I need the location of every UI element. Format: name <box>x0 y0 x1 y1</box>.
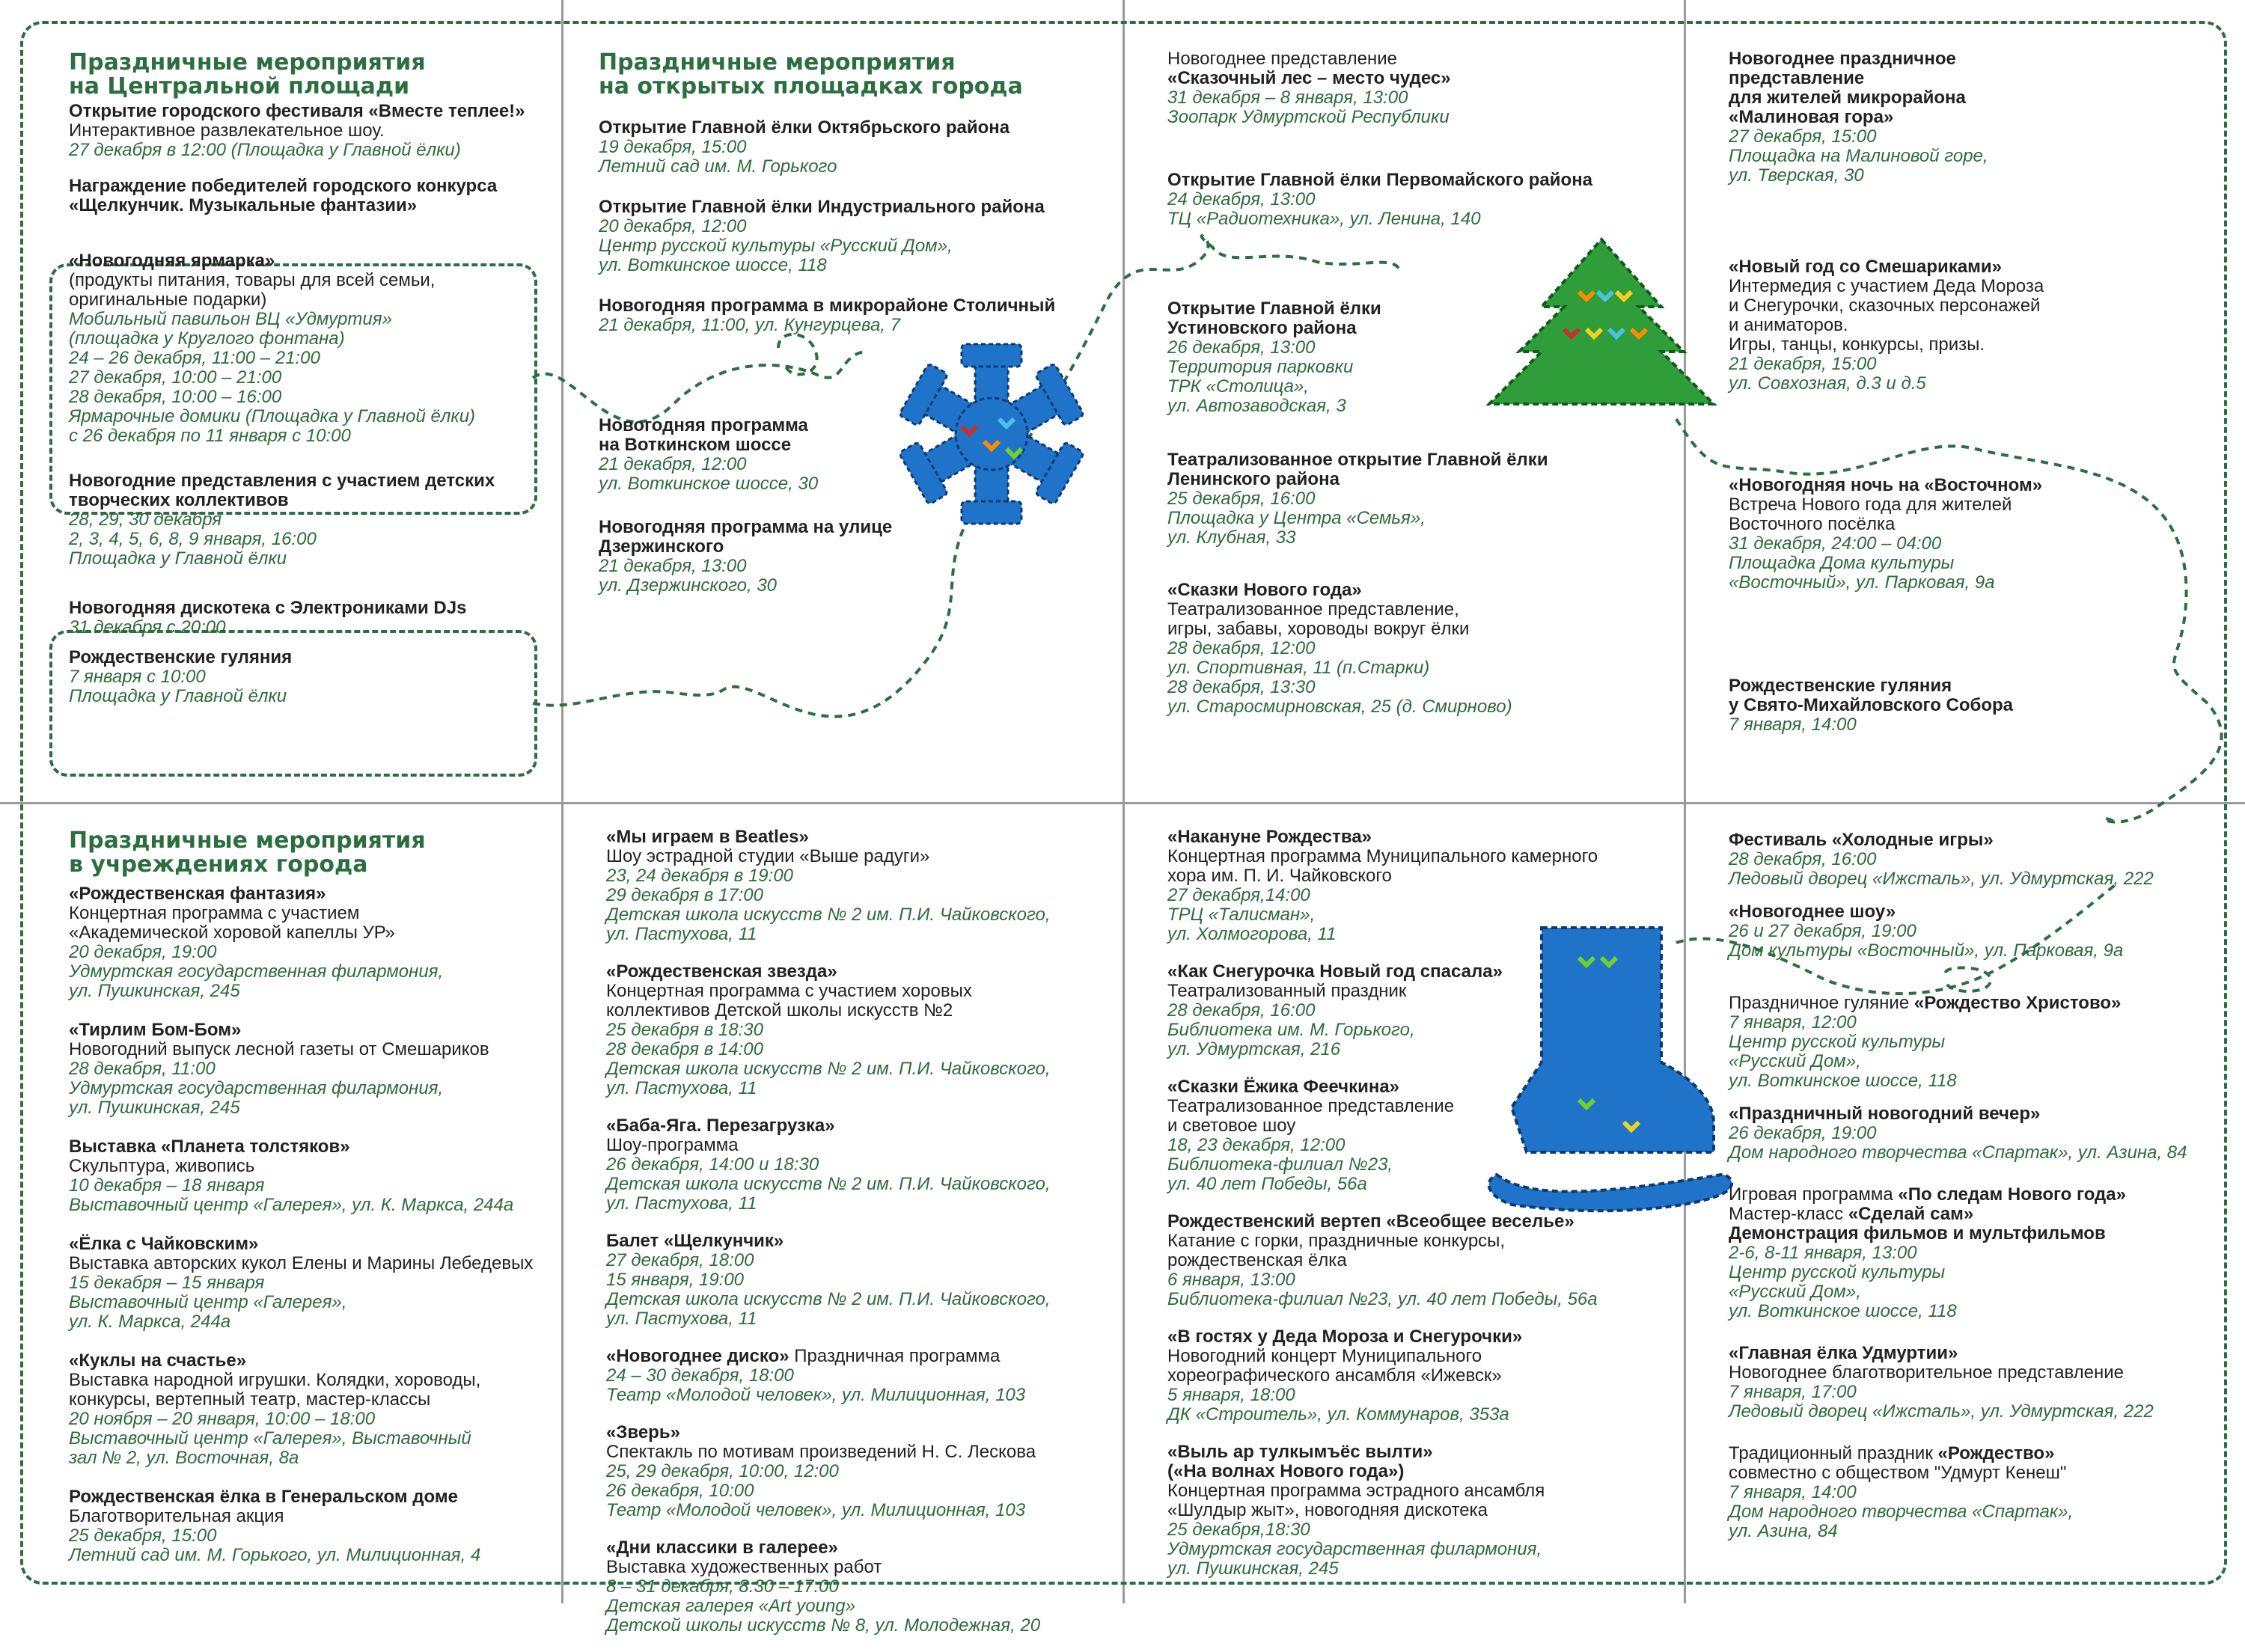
panel-festivals <box>1729 830 2223 1558</box>
event-info: Дом культуры «Восточный», ул. Парковая, 9а <box>1729 940 2124 961</box>
event-info: Детская школа искусств № 2 им. П.И. Чайковского, <box>606 1174 1051 1194</box>
event-info: ТРЦ «Талисман», <box>1167 905 1316 925</box>
event-desc: и аниматоров. <box>1729 315 1848 335</box>
event-name: Новогодняя программа <box>599 415 808 435</box>
event-info: «Русский Дом», <box>1729 1051 1861 1071</box>
event-item <box>606 1538 1115 1636</box>
event-desc: коллективов Детской школы искусств №2 <box>606 1000 953 1021</box>
event-info: 25 декабря, 16:00 <box>1167 489 1316 509</box>
event-name: Дзержинского <box>599 536 724 557</box>
panel-libraries-concerts <box>1167 827 1676 1595</box>
event-name: («На волнах Нового года») <box>1167 1461 1405 1481</box>
event-name: «Новогодняя ярмарка» <box>69 251 275 271</box>
event-item <box>1729 902 2223 961</box>
event-info: Библиотека им. М. Горького, <box>1167 1020 1415 1040</box>
event-desc: Шоу эстрадной студии «Выше радуги» <box>606 846 930 866</box>
section-title: Праздничные мероприятия <box>69 49 426 76</box>
event-info: Выставочный центр «Галерея», <box>69 1292 347 1312</box>
event-name: Балет «Щелкунчик» <box>606 1231 784 1251</box>
event-item <box>1167 171 1661 229</box>
event-info: Площадка Дома культуры <box>1729 553 1955 573</box>
panel-institutions <box>69 829 563 1582</box>
event-info: ул. Пушкинская, 245 <box>1167 1558 1339 1579</box>
event-desc: и световое шоу <box>1167 1116 1296 1136</box>
event-name: «Рождество Христово» <box>1913 993 2122 1013</box>
event-desc: Катание с горки, праздничные конкурсы, <box>1167 1231 1506 1251</box>
event-name-line <box>1729 1444 2223 1463</box>
event-info: ул. Холмогорова, 11 <box>1167 924 1337 944</box>
event-desc: игры, забавы, хороводы вокруг ёлки <box>1167 619 1470 639</box>
event-desc: Концертная программа с участием <box>69 903 360 923</box>
event-info: ул. Пастухова, 11 <box>606 1078 757 1098</box>
event-info: 24 декабря, 13:00 <box>1167 189 1316 209</box>
event-info: ул. Воткинское шоссе, 118 <box>1729 1301 1957 1321</box>
event-info: Ледовый дворец «Ижсталь», ул. Удмуртская, 222 <box>1729 869 2154 889</box>
event-desc: Игры, танцы, конкурсы, призы. <box>1729 334 1985 355</box>
event-name: «Главная ёлка Удмуртии» <box>1729 1343 1958 1363</box>
event-item <box>1729 1444 2223 1541</box>
event-name: Ленинского района <box>1167 469 1340 489</box>
event-item <box>606 1347 1115 1405</box>
event-info: с 26 декабря по 11 января с 10:00 <box>69 426 351 446</box>
event-info: 28 декабря, 16:00 <box>1167 1000 1316 1021</box>
event-name: «Новый год со Смешариками» <box>1729 257 2003 277</box>
event-info: «Восточный», ул. Парковая, 9а <box>1729 572 1995 593</box>
event-desc: Спектакль по мотивам произведений Н. С. Лескова <box>606 1442 1036 1462</box>
event-info: ул. Воткинское шоссе, 118 <box>599 255 827 275</box>
section-subtitle: в учреждениях города <box>69 851 368 878</box>
event-item <box>1729 830 2223 889</box>
event-item <box>599 416 1093 494</box>
event-item <box>1729 1344 2223 1422</box>
event-info: 26 декабря, 13:00 <box>1167 337 1316 358</box>
event-info: Театр «Молодой человек», ул. Милиционная, 103 <box>606 1385 1026 1405</box>
event-item <box>69 884 563 1001</box>
event-name: Устиновского района <box>1167 318 1357 338</box>
event-item <box>599 296 1093 335</box>
event-info: Мобильный павильон ВЦ «Удмуртия» <box>69 309 392 329</box>
section-subtitle: на Центральной площади <box>69 73 410 100</box>
section-title: Праздничные мероприятия <box>69 827 426 854</box>
event-desc: Выставка художественных работ <box>606 1557 882 1577</box>
event-name: «Рождественская звезда» <box>606 961 837 982</box>
event-name: Открытие городского фестиваля «Вместе теплее!» <box>69 101 525 121</box>
event-info: 28 декабря, 16:00 <box>1729 849 1877 869</box>
event-desc: совместно с обществом "Удмурт Кенеш" <box>1729 1463 2067 1483</box>
event-desc: рождественская ёлка <box>1167 1250 1347 1270</box>
event-info: 31 декабря с 20:00 <box>69 617 226 637</box>
event-info: Дом народного творчества «Спартак», <box>1729 1502 2074 1522</box>
event-name: «Накануне Рождества» <box>1167 827 1372 847</box>
event-info: 25 декабря,18:30 <box>1167 1520 1310 1540</box>
event-christmas <box>69 648 533 706</box>
event-item <box>1729 476 2208 593</box>
event-info: 21 декабря, 15:00 <box>1729 354 1877 374</box>
event-info: Детская школа искусств № 2 им. П.И. Чайковского, <box>606 1059 1051 1079</box>
event-info: ул. Пушкинская, 245 <box>69 981 240 1001</box>
event-item <box>69 1137 563 1215</box>
event-info: 19 декабря, 15:00 <box>599 137 747 157</box>
event-info: ул. Воткинское шоссе, 30 <box>599 474 819 494</box>
event-info: Центр русской культуры «Русский Дом», <box>599 236 953 256</box>
event-name: Новогодние представления с участием детских творческих коллективов <box>69 471 495 510</box>
event-name: для жителей микрорайона <box>1729 88 1966 108</box>
event-festival <box>69 102 533 160</box>
event-info: 5 января, 18:00 <box>1167 1385 1295 1405</box>
event-name: Демонстрация фильмов и мультфильмов <box>1729 1223 2106 1243</box>
event-name: «Сказки Нового года» <box>1167 580 1362 600</box>
event-info: 24 – 26 декабря, 11:00 – 21:00 <box>69 348 320 368</box>
event-item <box>1167 581 1661 717</box>
event-name: «Новогоднее шоу» <box>1729 902 1896 922</box>
event-prefix: Новогоднее представление <box>1167 49 1397 69</box>
event-info: 26 декабря, 19:00 <box>1729 1123 1877 1143</box>
event-info: Детская школа искусств № 2 им. П.И. Чайковского, <box>606 1289 1051 1309</box>
event-name: Новогодняя программа в микрорайоне Столичный <box>599 296 1056 316</box>
event-item <box>1167 49 1661 127</box>
event-info: 10 декабря – 18 января <box>69 1175 265 1196</box>
event-item <box>1167 1212 1676 1309</box>
event-info: ул. Совхозная, д.3 и д.5 <box>1729 373 1926 394</box>
event-item <box>69 1351 563 1468</box>
event-desc: хора им. П. И. Чайковского <box>1167 866 1392 886</box>
event-prefix: Мастер-класс <box>1729 1204 1848 1224</box>
event-name: Открытие Главной ёлки Первомайского района <box>1167 170 1593 190</box>
event-desc: (продукты питания, товары для всей семьи, <box>69 270 436 290</box>
event-info: 8 – 31 декабря, 8:30 – 17:00 <box>606 1576 839 1597</box>
event-item <box>1729 1104 2223 1163</box>
event-info: 25, 29 декабря, 10:00, 12:00 <box>606 1461 839 1481</box>
event-item <box>1729 49 2208 186</box>
event-name: «В гостях у Деда Мороза и Снегурочки» <box>1167 1327 1523 1347</box>
event-info: 26 и 27 декабря, 19:00 <box>1729 921 1916 941</box>
event-desc: Театрализованный праздник <box>1167 981 1407 1001</box>
event-name: Открытие Главной ёлки <box>1167 299 1381 319</box>
event-name: Новогодняя дискотека с Электрониками DJs <box>69 598 467 618</box>
event-desc: Театрализованное представление <box>1167 1096 1455 1116</box>
event-disco <box>69 599 533 637</box>
event-info: 28 декабря, 11:00 <box>69 1059 216 1079</box>
event-info: Летний сад им. М. Горького <box>599 156 837 177</box>
event-desc: Новогодний концерт Муниципального <box>1167 1346 1482 1366</box>
event-name: «Праздничный новогодний вечер» <box>1729 1104 2041 1124</box>
event-item <box>1729 676 2208 735</box>
event-info: 6 января, 13:00 <box>1167 1270 1295 1290</box>
event-name: Театрализованное открытие Главной ёлки <box>1167 450 1548 470</box>
event-info: ТРК «Столица», <box>1167 376 1309 397</box>
event-name-line <box>1729 994 2223 1013</box>
event-info: зал № 2, ул. Восточная, 8а <box>69 1448 299 1468</box>
event-info: (площадка у Круглого фонтана) <box>69 328 345 349</box>
event-info: Центр русской культуры <box>1729 1032 1946 1052</box>
event-name: Рождественские гуляния <box>1729 676 1952 696</box>
event-name: «Ёлка с Чайковским» <box>69 1234 259 1254</box>
event-desc: «Шулдыр жыт», новогодняя дискотека <box>1167 1500 1488 1520</box>
event-info: 2-6, 8-11 января, 13:00 <box>1729 1243 1917 1263</box>
event-info: Площадка у Главной ёлки <box>69 548 287 569</box>
event-name: Фестиваль «Холодные игры» <box>1729 830 1994 850</box>
event-info: 20 ноября – 20 января, 10:00 – 18:00 <box>69 1409 376 1429</box>
event-info: 31 декабря, 24:00 – 04:00 <box>1729 533 1942 554</box>
event-item <box>606 1423 1115 1520</box>
event-info: ул. Дзержинского, 30 <box>599 575 778 596</box>
event-info: 31 декабря – 8 января, 13:00 <box>1167 88 1408 108</box>
event-desc: оригинальные подарки) <box>69 290 267 310</box>
event-name: Выставка «Планета толстяков» <box>69 1136 350 1157</box>
event-info: 24 – 30 декабря, 18:00 <box>606 1365 794 1386</box>
event-info: 21 декабря, 13:00 <box>599 556 747 576</box>
event-info: 27 декабря, 10:00 – 21:00 <box>69 367 282 388</box>
event-name: «Рождественская фантазия» <box>69 884 326 904</box>
panel-neighborhoods <box>1729 49 2208 751</box>
event-info: ул. Пастухова, 11 <box>606 1309 757 1329</box>
event-desc: Интерактивное развлекательное шоу. <box>69 120 385 141</box>
event-item <box>69 1021 563 1118</box>
event-info: ул. Пушкинская, 245 <box>69 1098 240 1118</box>
event-name: «Мы играем в Beatles» <box>606 827 809 847</box>
event-item <box>1167 1443 1676 1579</box>
event-desc: Восточного посёлка <box>1729 514 1896 534</box>
event-name: «Рождество» <box>1937 1443 2055 1463</box>
event-item <box>1167 962 1676 1059</box>
panel-districts <box>1167 49 1661 733</box>
event-desc: Концертная программа эстрадного ансамбля <box>1167 1481 1545 1501</box>
event-name: «Сказочный лес – место чудес» <box>1167 68 1451 88</box>
event-name: Рождественский вертеп «Всеобщее веселье» <box>1167 1211 1574 1232</box>
event-info: 28 декабря в 14:00 <box>606 1039 763 1059</box>
event-info: 20 декабря, 12:00 <box>599 216 747 236</box>
event-item <box>1729 1185 2223 1321</box>
event-info: ул. Автозаводская, 3 <box>1167 396 1346 416</box>
event-desc: Новогодний выпуск лесной газеты от Смешариков <box>69 1039 489 1059</box>
event-name: Рождественская ёлка в Генеральском доме <box>69 1487 458 1507</box>
event-name: у Свято-Михайловского Собора <box>1729 695 2014 715</box>
event-desc: Театрализованное представление, <box>1167 599 1459 620</box>
event-info: 27 декабря,14:00 <box>1167 885 1310 905</box>
event-name: «Новогоднее диско» <box>606 1346 789 1366</box>
event-name: «Сделай сам» <box>1848 1204 1974 1224</box>
event-info: ул. 40 лет Победы, 56а <box>1167 1174 1367 1194</box>
event-name: представление <box>1729 68 1865 88</box>
event-info: 20 декабря, 19:00 <box>69 942 217 962</box>
event-info: ул. Старосмирновская, 25 (д. Смирново) <box>1167 697 1512 717</box>
event-name-line <box>1729 1205 2223 1224</box>
event-info: 7 января, 14:00 <box>1729 715 1857 735</box>
event-info: Дом народного творчества «Спартак», ул. Азина, 84 <box>1729 1142 2187 1163</box>
event-desc: Концертная программа с участием хоровых <box>606 981 972 1001</box>
event-name: Награждение победителей городского конкурса «Щелкунчик. Музыкальные фантазии» <box>69 176 498 215</box>
event-desc: Благотворительная акция <box>69 1506 284 1526</box>
event-info: 29 декабря в 17:00 <box>606 885 763 905</box>
event-info: Библиотека-филиал №23, ул. 40 лет Победы, 56а <box>1167 1289 1598 1309</box>
event-desc: Выставка народной игрушки. Колядки, хороводы, <box>69 1370 481 1390</box>
event-info: Центр русской культуры <box>1729 1262 1946 1282</box>
event-info: Выставочный центр «Галерея», Выставочный <box>69 1428 471 1448</box>
event-desc: Шоу-программа <box>606 1135 739 1155</box>
event-info: 7 января, 17:00 <box>1729 1382 1857 1402</box>
event-info: 7 января, 12:00 <box>1729 1012 1857 1032</box>
event-fair <box>69 251 533 446</box>
event-info: ул. Воткинское шоссе, 118 <box>1729 1071 1957 1091</box>
event-info: 26 декабря, 14:00 и 18:30 <box>606 1154 819 1175</box>
event-name: Открытие Главной ёлки Октябрьского района <box>599 117 1010 138</box>
event-info: Детская школа искусств № 2 им. П.И. Чайковского, <box>606 905 1051 925</box>
event-name-tail: Праздничная программа <box>789 1346 1001 1366</box>
event-name: «Новогодняя ночь на «Восточном» <box>1729 475 2043 495</box>
event-info: 26 декабря, 10:00 <box>606 1481 754 1501</box>
event-name: «Малиновая гора» <box>1729 107 1894 127</box>
event-desc: Интермедия с участием Деда Мороза <box>1729 276 2044 296</box>
event-desc: Новогоднее благотворительное представление <box>1729 1362 2125 1383</box>
event-children <box>69 471 533 569</box>
event-info: Удмуртская государственная филармония, <box>1167 1539 1542 1559</box>
event-info: Площадка у Главной ёлки <box>69 686 287 706</box>
event-info: 28 декабря, 10:00 – 16:00 <box>69 387 282 407</box>
event-name: Новогоднее праздничное <box>1729 49 1956 69</box>
event-item <box>599 518 1093 596</box>
event-info: 21 декабря, 12:00 <box>599 454 747 474</box>
event-desc: Встреча Нового года для жителей <box>1729 495 2012 515</box>
event-info: Ледовый дворец «Ижсталь», ул. Удмуртская, 222 <box>1729 1401 2154 1422</box>
event-name: «Дни классики в галерее» <box>606 1538 838 1558</box>
event-item <box>69 1487 563 1565</box>
panel-central-square <box>69 51 533 723</box>
event-name: «Как Снегурочка Новый год спасала» <box>1167 961 1503 982</box>
event-info: ул. Клубная, 33 <box>1167 527 1296 548</box>
event-item <box>606 827 1115 944</box>
event-info: Театр «Молодой человек», ул. Милиционная, 103 <box>606 1500 1026 1520</box>
event-info: 28 декабря, 12:00 <box>1167 638 1316 658</box>
event-info: 27 декабря в 12:00 (Площадка у Главной ёлки) <box>69 140 461 160</box>
event-info: 2, 3, 4, 5, 6, 8, 9 января, 16:00 <box>69 529 317 549</box>
event-name: Рождественские гуляния <box>69 647 293 667</box>
event-info: 15 декабря – 15 января <box>69 1273 265 1293</box>
event-info: ул. Азина, 84 <box>1729 1521 1838 1541</box>
event-info: 21 декабря, 11:00, ул. Кунгурцева, 7 <box>599 315 900 335</box>
event-desc: «Академической хоровой капеллы УР» <box>69 923 395 943</box>
event-info: 27 декабря, 18:00 <box>606 1250 754 1270</box>
event-prefix: Праздничное гуляние <box>1729 993 1914 1013</box>
event-desc: конкурсы, вертепный театр, мастер-классы <box>69 1389 431 1410</box>
event-info: 23, 24 декабря в 19:00 <box>606 866 794 886</box>
event-name: Открытие Главной ёлки Индустриального района <box>599 197 1045 217</box>
event-info: Площадка у Центра «Семья», <box>1167 508 1426 528</box>
section-title: Праздничные мероприятия <box>599 49 956 76</box>
event-item <box>1167 450 1661 548</box>
event-info: 28 декабря, 13:30 <box>1167 677 1316 697</box>
event-info: ул. Спортивная, 11 (п.Старки) <box>1167 658 1430 678</box>
panel-schools-theatres <box>606 827 1115 1652</box>
event-prefix: Игровая программа <box>1729 1184 1899 1205</box>
event-desc: хореографического ансамбля «Ижевск» <box>1167 1365 1502 1386</box>
event-info: ул. Тверская, 30 <box>1729 165 1864 186</box>
event-info: 28, 29, 30 декабря <box>69 510 222 530</box>
event-name: «Баба-Яга. Перезагрузка» <box>606 1116 835 1136</box>
event-info: 7 января, 14:00 <box>1729 1482 1857 1502</box>
event-name: «Сказки Ёжика Феечкина» <box>1167 1077 1400 1097</box>
event-info: 7 января с 10:00 <box>69 667 206 687</box>
event-desc: Скульптура, живопись <box>69 1156 255 1176</box>
section-subtitle: на открытых площадках города <box>599 73 1023 100</box>
event-info: Удмуртская государственная филармония, <box>69 961 444 982</box>
event-info: Выставочный центр «Галерея», ул. К. Маркса, 244а <box>69 1195 514 1215</box>
event-name-line <box>606 1347 1115 1366</box>
event-info: Библиотека-филиал №23, <box>1167 1154 1393 1175</box>
event-name: на Воткинском шоссе <box>599 435 792 455</box>
event-name: «Тирлим Бом-Бом» <box>69 1020 242 1040</box>
event-name: Новогодняя программа на улице <box>599 517 893 537</box>
event-info: 25 декабря в 18:30 <box>606 1020 763 1040</box>
panel-open-areas <box>599 51 1093 612</box>
event-info: Удмуртская государственная филармония, <box>69 1078 444 1098</box>
event-info: ул. К. Маркса, 244а <box>69 1312 231 1332</box>
event-info: Территория парковки <box>1167 357 1354 377</box>
event-info: Площадка на Малиновой горе, <box>1729 146 1988 166</box>
event-info: «Русский Дом», <box>1729 1282 1861 1302</box>
event-info: 15 января, 19:00 <box>606 1270 745 1290</box>
event-name: «Куклы на счастье» <box>69 1350 247 1371</box>
event-info: ул. Удмуртская, 216 <box>1167 1039 1341 1059</box>
event-info: Летний сад им. М. Горького, ул. Милиционная, 4 <box>69 1545 481 1565</box>
event-desc: и Снегурочки, сказочных персонажей <box>1729 296 2041 316</box>
event-name: «По следам Нового года» <box>1898 1184 2126 1205</box>
event-info: Ярмарочные домики (Площадка у Главной ёлки) <box>69 406 476 426</box>
event-prefix: Традиционный праздник <box>1729 1443 1938 1463</box>
event-item <box>1167 1327 1676 1425</box>
event-item <box>606 1232 1115 1329</box>
event-item <box>69 1235 563 1332</box>
event-item <box>1167 299 1661 416</box>
event-item <box>1729 994 2223 1091</box>
event-award <box>69 177 533 215</box>
event-info: ТЦ «Радиотехника», ул. Ленина, 140 <box>1167 209 1481 229</box>
event-info: Детской школы искусств № 8, ул. Молодежная, 20 <box>606 1615 1041 1636</box>
event-info: ДК «Строитель», ул. Коммунаров, 353а <box>1167 1404 1509 1425</box>
event-item <box>1167 827 1676 944</box>
event-info: 25 декабря, 15:00 <box>69 1526 217 1546</box>
event-item <box>599 118 1093 177</box>
event-item <box>1167 1077 1676 1194</box>
event-info: 18, 23 декабря, 12:00 <box>1167 1135 1346 1155</box>
event-info: Детская галерея «Art young» <box>606 1596 855 1616</box>
event-name: «Зверь» <box>606 1422 680 1443</box>
event-item <box>606 1116 1115 1214</box>
event-info: ул. Пастухова, 11 <box>606 924 757 944</box>
event-item <box>1729 257 2208 394</box>
event-desc: Выставка авторских кукол Елены и Марины Лебедевых <box>69 1253 534 1273</box>
event-info: ул. Пастухова, 11 <box>606 1193 757 1214</box>
event-name-line <box>1729 1185 2223 1205</box>
event-item <box>606 962 1115 1098</box>
event-desc: Концертная программа Муниципального камерного <box>1167 846 1598 866</box>
event-info: 27 декабря, 15:00 <box>1729 126 1877 147</box>
event-item <box>599 198 1093 275</box>
event-name: «Выль ар тулкымъёс вылти» <box>1167 1442 1433 1462</box>
event-info: Зоопарк Удмуртской Республики <box>1167 107 1450 127</box>
